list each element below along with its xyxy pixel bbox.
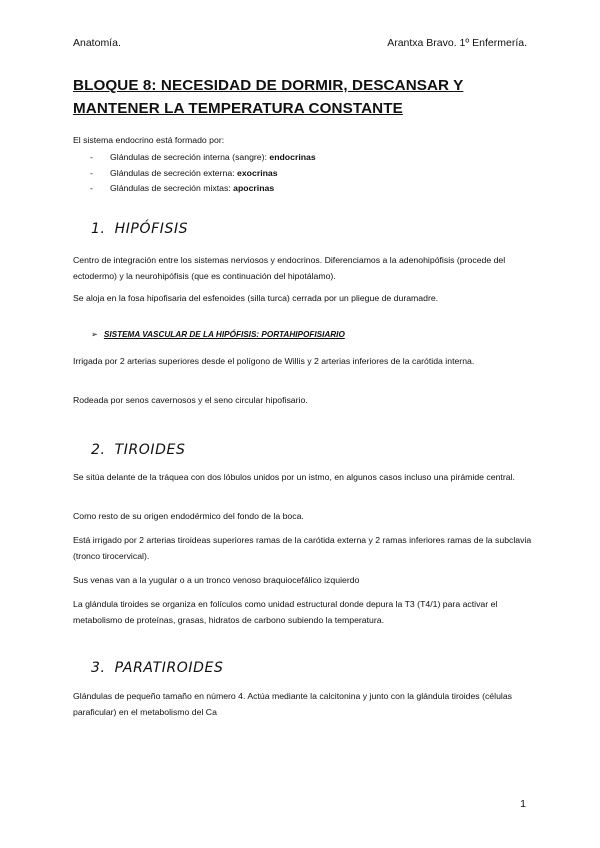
- dash-bullet: -: [90, 183, 93, 193]
- list-item-text: Glándulas de secreción interna (sangre):: [110, 152, 270, 162]
- hipofisis-paragraph-4: Rodeada por senos cavernosos y el seno circular hipofisario.: [73, 395, 308, 405]
- section-number: 3.: [91, 660, 106, 676]
- hipofisis-paragraph-1: Centro de integración entre los sistemas nerviosos y endocrinos. Diferenciamos a la adenohipófisis (procede del ectodermo) y la neurohipófisis (que es continuación del hipotálamo).: [73, 255, 506, 281]
- title-line-2: MANTENER LA TEMPERATURA CONSTANTE: [73, 100, 403, 117]
- page-title: [73, 74, 533, 120]
- tiroides-paragraph-2: Como resto de su origen endodérmico del fondo de la boca.: [73, 511, 304, 521]
- list-item: [90, 150, 316, 166]
- list-item: [90, 166, 316, 182]
- paratiroides-paragraph-1: Glándulas de pequeño tamaño en número 4. Actúa mediante la calcitonina y junto con la glándula tiroides (células paraficular) en el metabolismo del Ca: [73, 691, 513, 717]
- page-number: 1: [520, 798, 526, 810]
- header-author: Arantxa Bravo. 1º Enfermería.: [387, 37, 527, 49]
- list-item-term: endocrinas: [269, 152, 316, 162]
- header-subject: Anatomía.: [73, 37, 121, 49]
- intro-text: El sistema endocrino está formado por:: [73, 135, 225, 145]
- section-title: HIPÓFISIS: [114, 221, 189, 237]
- hipofisis-paragraph-2: Se aloja en la fosa hipofisaria del esfenoides (silla turca) cerrada por un pliegue de duramadre.: [73, 293, 439, 303]
- section-heading-paratiroides: [91, 660, 223, 676]
- section-title: TIROIDES: [114, 442, 186, 458]
- list-item-term: apocrinas: [233, 183, 275, 193]
- gland-list: [90, 150, 316, 197]
- section-number: 2.: [91, 442, 106, 458]
- section-heading-tiroides: [91, 442, 185, 458]
- dash-bullet: -: [90, 152, 93, 162]
- list-item-text: Glándulas de secreción mixtas:: [110, 183, 234, 193]
- tiroides-paragraph-5: La glándula tiroides se organiza en folículos como unidad estructural donde depura la T3 (T4/1) para activar el metabolismo de proteínas, grasas, hidratos de carbono subiendo la temperatura.: [73, 599, 498, 625]
- section-number: 1.: [91, 221, 106, 237]
- subheading-text: SISTEMA VASCULAR DE LA HIPÓFISIS: PORTAHIPOFISIARIO: [103, 330, 345, 339]
- section-heading-hipofisis: [91, 221, 188, 237]
- section-title: PARATIROIDES: [114, 660, 224, 676]
- list-item-term: exocrinas: [237, 167, 278, 178]
- tiroides-paragraph-3: Está irrigado por 2 arterias tiroideas superiores ramas de la carótida externa y 2 ramas inferiores ramas de la subclavia (tronco tirocervical).: [73, 535, 532, 561]
- tiroides-paragraph-1: Se sitúa delante de la tráquea con dos lóbulos unidos por un istmo, en algunos casos incluso una pirámide central.: [73, 472, 515, 482]
- list-item-text: Glándulas de secreción externa:: [110, 167, 238, 178]
- dash-bullet: -: [90, 167, 93, 178]
- title-line-1: BLOQUE 8: NECESIDAD DE DORMIR, DESCANSAR Y: [73, 77, 464, 94]
- hipofisis-paragraph-3: Irrigada por 2 arterias superiores desde el polígono de Willis y 2 arterias inferiores de la carótida interna.: [73, 356, 475, 366]
- tiroides-paragraph-4: Sus venas van a la yugular o a un tronco venoso braquiocefálico izquierdo: [73, 575, 360, 585]
- arrow-bullet-icon: ➢: [91, 330, 98, 339]
- list-item: [90, 181, 316, 197]
- hipofisis-subheading: [91, 329, 345, 339]
